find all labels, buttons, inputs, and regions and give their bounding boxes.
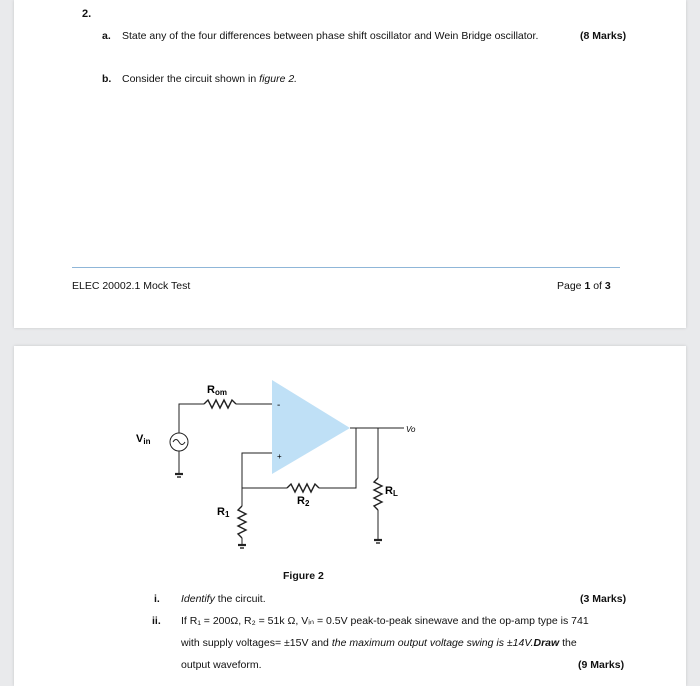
part-b-label: b. [102,73,112,85]
question-ii-label: ii. [152,615,161,627]
resistor-r1 [238,506,246,538]
question-number: 2. [82,8,92,20]
question-ii-line-2a: with supply voltages= ±15V and [181,637,332,649]
figure-caption: Figure 2 [283,570,324,582]
question-i-text [181,593,266,605]
question-ii-line-3: output waveform. [181,659,262,671]
question-ii-line-2d: the [559,637,577,649]
footer-page-prefix: Page [557,280,585,292]
label-r1: R1 [217,506,230,519]
question-ii-line-1: If R₁ = 200Ω, R₂ = 51k Ω, Vᵢₙ = 0.5V peak-to-peak sinewave and the op-amp type is 741 [181,615,589,627]
label-rl: RL [385,485,398,498]
resistor-rom [204,400,236,408]
question-ii-line-2b: the maximum output voltage swing is ±14V. [331,637,534,649]
part-b-text-main: Consider the circuit shown in [122,73,260,85]
part-a-text: State any of the four differences between phase shift oscillator and Wein Bridge oscillator. [122,30,539,42]
footer-page-total: 3 [604,280,611,292]
wire-vin-to-rom [179,404,204,429]
resistor-rl [374,478,382,510]
question-i-marks: (3 Marks) [580,593,627,605]
question-i-text-italic: Identify [181,593,215,605]
question-i-text-rest: the circuit. [214,593,266,605]
footer-page-current: 1 [584,280,591,292]
footer-rule [72,267,620,268]
part-b-text [122,73,297,85]
page-1 [14,0,686,328]
question-i-label: i. [154,593,160,605]
footer-page-number [557,280,611,292]
part-b-figure-ref: figure 2. [259,73,298,85]
label-plus: + [277,452,282,461]
label-vo: Vo [406,425,416,434]
footer-page-mid: of [590,280,605,292]
question-ii-marks: (9 Marks) [578,659,625,671]
page-2 [14,346,686,686]
circuit-diagram [14,346,686,576]
question-ii-line-2 [181,637,577,649]
label-minus: - [277,400,281,411]
wire-noninverting [242,453,272,488]
part-a-marks: (8 Marks) [580,30,627,42]
label-rom: Rom [207,384,227,397]
part-a-label: a. [102,30,111,42]
ground-symbols [175,474,382,548]
label-r2: R2 [297,495,310,508]
op-amp [272,380,350,474]
question-ii-line-2c: Draw [533,637,560,649]
label-vin: Vin [136,433,151,446]
footer-course: ELEC 20002.1 Mock Test [72,280,191,292]
resistor-r2 [287,484,319,492]
